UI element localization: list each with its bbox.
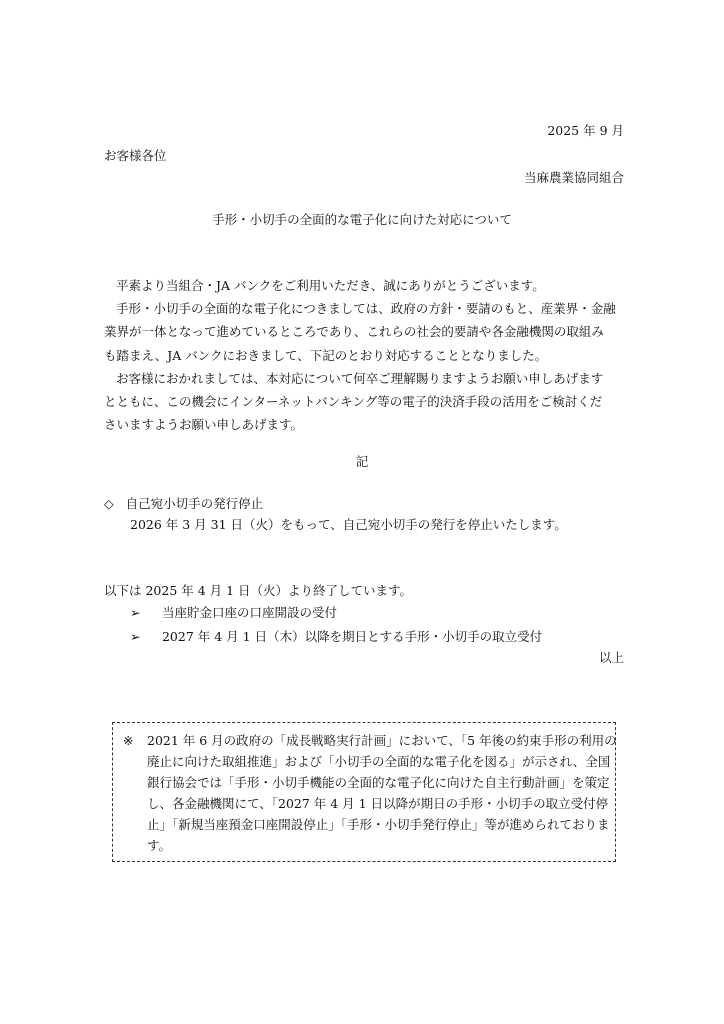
closing-word: 以上: [598, 650, 624, 665]
section1-text: 2026 年 3 月 31 日（火）をもって、自己宛小切手の発行を停止いたします。: [130, 517, 567, 532]
body-line: 手形・小切手の全面的な電子化につきましては、政府の方針・要請のもと、産業界・金融: [116, 301, 616, 317]
section2-intro: 以下は 2025 年 4 月 1 日（火）より終了しています。: [104, 583, 413, 598]
document-date: 2025 年 9 月: [547, 123, 624, 138]
section1-heading: 自己宛小切手の発行停止: [125, 496, 264, 511]
note-mark: ※: [123, 733, 134, 748]
ki-heading: 記: [355, 454, 369, 469]
body-line: も踏まえ、JA バンクにおきまして、下記のとおり対応することとなりました。: [104, 347, 548, 363]
body-line: 平素より当組合・JA バンクをご利用いただき、誠にありがとうございます。: [116, 278, 545, 293]
body-line: お客様におかれましては、本対応について何卒ご理解賜りますようお願い申しあげます: [116, 370, 604, 386]
note-box: [112, 722, 616, 862]
note-line: 止」「新規当座預金口座開設停止」「手形・小切手発行停止」等が進められておりま: [147, 817, 610, 832]
sender-name: 当麻農業協同組合: [523, 170, 624, 185]
list-item: [130, 607, 337, 620]
note-line: し、各金融機関にて、「2027 年 4 月 1 日以降が期日の手形・小切手の取立受付停: [147, 796, 609, 811]
list-item: [130, 631, 542, 644]
arrow-bullet-icon: ➢: [130, 605, 141, 620]
list-item-text: 当座貯金口座の口座開設の受付: [161, 605, 337, 620]
note-line: す。: [147, 838, 172, 853]
diamond-bullet-icon: ◇: [104, 496, 114, 511]
note-line: 銀行協会では「手形・小切手機能の全面的な電子化に向けた自主行動計画」を策定: [147, 775, 610, 790]
list-item-text: 2027 年 4 月 1 日（木）以降を期日とする手形・小切手の取立受付: [161, 629, 543, 644]
note-line: 廃止に向けた取組推進」および「小切手の全面的な電子化を図る」が示され、全国: [147, 754, 611, 769]
note-line: 2021 年 6 月の政府の「成長戦略実行計画」において、「5 年後の約束手形の利用の: [147, 733, 617, 748]
body-line: 業界が一体となって進めているところであり、これらの社会的要請や各金融機関の取組み: [104, 324, 604, 340]
body-line: さいますようお願い申しあげます。: [104, 417, 304, 433]
recipient-line: お客様各位: [104, 148, 167, 163]
body-text: [104, 274, 624, 436]
section1-heading-line: [104, 498, 263, 511]
body-line: とともに、この機会にインターネットバンキング等の電子的決済手段の活用をご検討くだ: [104, 393, 603, 409]
document-title: 手形・小切手の全面的な電子化に向けた対応について: [212, 212, 512, 227]
arrow-bullet-icon: ➢: [130, 629, 141, 644]
